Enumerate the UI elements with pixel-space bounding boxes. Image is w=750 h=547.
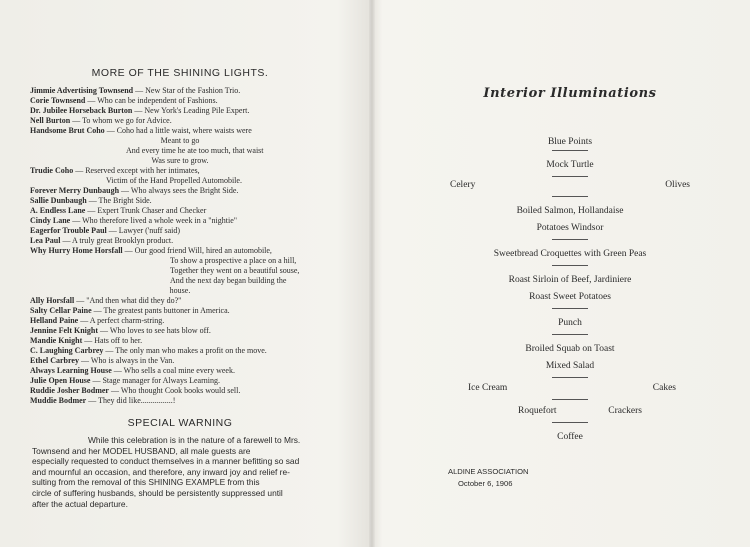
warning-line: and mournful an occasion, and therefore, any inward joy and relief re- [32, 466, 290, 477]
menu-item-celery: Celery [450, 180, 476, 190]
shining-light-entry [30, 386, 330, 396]
entry-description: — They did like................! [86, 396, 176, 405]
left-page [30, 68, 330, 509]
entry-name: Ruddie Josher Bodmer [30, 386, 109, 395]
entry-name: Lea Paul [30, 236, 61, 245]
warning-line: While this celebration is in the nature of a farewell to Mrs. [88, 435, 301, 445]
entry-name: Jennine Felt Knight [30, 326, 99, 335]
shining-light-entry [30, 126, 330, 136]
divider [552, 308, 588, 309]
entry-name: Nell Burton [30, 116, 71, 125]
shining-light-entry [30, 226, 330, 236]
shining-light-entry [30, 266, 330, 276]
menu-item-cakes: Cakes [652, 383, 676, 393]
menu-item-roquefort: Roquefort [518, 406, 557, 416]
entry-name: Dr. Jubilee Horseback Burton [30, 106, 133, 115]
divider [552, 196, 588, 197]
entry-name: Corie Townsend [30, 96, 86, 105]
entry-name: Sallie Dunbaugh [30, 196, 87, 205]
divider [552, 334, 588, 335]
shining-light-entry [30, 296, 330, 306]
entry-description: — Hats off to her. [82, 336, 143, 345]
entry-name: Ally Horsfall [30, 296, 75, 305]
entry-description: — Coho had a little waist, where waists were [104, 126, 252, 135]
menu-item-salmon: Boiled Salmon, Hollandaise [516, 206, 624, 216]
menu-item-olives: Olives [665, 180, 690, 190]
warning-line: circle of suffering husbands, should be persistently suppressed until [32, 487, 283, 498]
entry-description: — Stage manager for Always Learning. [90, 376, 220, 385]
shining-light-entry [30, 116, 330, 126]
shining-light-entry [30, 136, 330, 146]
shining-light-entry [30, 276, 330, 286]
warning-text [30, 435, 330, 509]
entry-name: Handsome Brut Coho [30, 126, 105, 135]
event-date: October 6, 1906 [458, 479, 513, 488]
divider [552, 150, 588, 151]
entry-description: — The only man who makes a profit on the move. [103, 346, 267, 355]
center-fold [369, 0, 375, 547]
shining-light-entry [30, 146, 330, 156]
shining-light-entry [30, 306, 330, 316]
entry-description: — Who therefore lived a whole week in a "nightie" [70, 216, 238, 225]
shining-light-entry [30, 366, 330, 376]
divider [552, 176, 588, 177]
shining-light-entry [30, 336, 330, 346]
menu-title: Interior Illuminations [483, 86, 657, 101]
entry-description: — New York's Leading Pile Expert. [132, 106, 250, 115]
entry-description: — Who always sees the Bright Side. [119, 186, 239, 195]
shining-light-entry [30, 376, 330, 386]
shining-light-entry [30, 106, 330, 116]
shining-light-entry [30, 206, 330, 216]
shining-light-entry [30, 156, 330, 166]
shining-light-entry [30, 186, 330, 196]
entry-name: Muddie Bodmer [30, 396, 87, 405]
entry-description: — "And then what did they do?" [74, 296, 182, 305]
entry-description: — To whom we go for Advice. [70, 116, 172, 125]
entries-list [30, 86, 330, 406]
shining-lights-title: MORE OF THE SHINING LIGHTS. [91, 67, 269, 79]
entry-name: A. Endless Lane [30, 206, 86, 215]
entry-name: Forever Merry Dunbaugh [30, 186, 120, 195]
entry-description: — A perfect charm-string. [78, 316, 165, 325]
menu-item-coffee: Coffee [557, 432, 583, 442]
entry-name: Salty Cellar Paine [30, 306, 92, 315]
entry-description: — Reserved except with her intimates, [73, 166, 200, 175]
entry-continuation: And the next day began building the [170, 276, 287, 285]
divider [552, 399, 588, 400]
shining-light-entry [30, 246, 330, 256]
shining-light-entry [30, 216, 330, 226]
entry-name: Mandie Knight [30, 336, 83, 345]
entry-name: Why Hurry Home Horsfall [30, 246, 123, 255]
entry-description: — Our good friend Will, hired an automobile, [122, 246, 272, 255]
entry-description: — Expert Trunk Chaser and Checker [85, 206, 207, 215]
entry-description: — The Bright Side. [86, 196, 152, 205]
entry-continuation: house. [169, 286, 191, 295]
warning-line: after the actual departure. [32, 498, 128, 509]
entry-description: — A truly great Brooklyn product. [60, 236, 174, 245]
footer [448, 466, 528, 490]
entry-name: Always Learning House [30, 366, 112, 375]
menu-item-punch: Punch [558, 318, 582, 328]
entry-name: C. Laughing Carbrey [30, 346, 104, 355]
entry-continuation: Meant to go [160, 136, 200, 145]
warning-line: Townsend and her MODEL HUSBAND, all male guests are [32, 445, 251, 456]
warning-line: especially requested to conduct themselves in a manner befitting so sad [32, 456, 300, 467]
menu-item-sweet-potatoes: Roast Sweet Potatoes [529, 292, 611, 302]
divider [552, 239, 588, 240]
entry-description: — Who thought Cook books would sell. [108, 386, 241, 395]
menu-item-sirloin: Roast Sirloin of Beef, Jardiniere [508, 275, 632, 285]
entry-description: — Lawyer ('nuff said) [106, 226, 181, 235]
entry-continuation: Was sure to grow. [151, 156, 209, 165]
menu-item-mock-turtle: Mock Turtle [546, 160, 594, 170]
entry-description: — New Star of the Fashion Trio. [133, 86, 241, 95]
warning-title: SPECIAL WARNING [127, 417, 233, 429]
entry-continuation: And every time he ate too much, that waist [126, 146, 264, 155]
menu-row-celery-olives [450, 178, 690, 192]
entry-description: — The greatest pants buttoner in America. [91, 306, 230, 315]
shining-light-entry [30, 286, 330, 296]
menu-item-ice-cream: Ice Cream [468, 383, 508, 393]
menu-item-salad: Mixed Salad [545, 361, 595, 371]
entry-continuation: Victim of the Hand Propelled Automobile. [106, 176, 242, 185]
entry-description: — Who is always in the Van. [78, 356, 175, 365]
shining-light-entry [30, 256, 330, 266]
warning-line: sulting from the removal of this SHINING EXAMPLE from this [32, 477, 260, 488]
menu-item-potatoes-windsor: Potatoes Windsor [536, 223, 604, 233]
shining-light-entry [30, 316, 330, 326]
shining-light-entry [30, 196, 330, 206]
menu-row-ice-cream-cakes [468, 381, 676, 395]
shining-light-entry [30, 356, 330, 366]
entry-name: Trudie Coho [30, 166, 74, 175]
entry-continuation: Together they went on a beautiful souse, [170, 266, 300, 275]
entry-name: Ethel Carbrey [30, 356, 79, 365]
shining-light-entry [30, 166, 330, 176]
shining-light-entry [30, 176, 330, 186]
divider [552, 265, 588, 266]
entry-name: Eagerfor Trouble Paul [30, 226, 107, 235]
association-name: ALDINE ASSOCIATION [448, 467, 529, 476]
shining-light-entry [30, 326, 330, 336]
entry-description: — Who can be independent of Fashions. [85, 96, 218, 105]
menu-item-sweetbread: Sweetbread Croquettes with Green Peas [493, 249, 647, 259]
shining-light-entry [30, 86, 330, 96]
shining-light-entry [30, 96, 330, 106]
entry-name: Julie Open House [30, 376, 91, 385]
menu-item-squab: Broiled Squab on Toast [525, 344, 615, 354]
entry-name: Cindy Lane [30, 216, 71, 225]
shining-light-entry [30, 396, 330, 406]
menu-item-blue-points: Blue Points [547, 137, 593, 147]
shining-light-entry [30, 346, 330, 356]
divider [552, 377, 588, 378]
menu-row-roquefort-crackers [518, 404, 642, 418]
menu-item-crackers: Crackers [608, 406, 642, 416]
entry-description: — Who loves to see hats blow off. [98, 326, 211, 335]
right-page [450, 86, 690, 444]
shining-light-entry [30, 236, 330, 246]
entry-name: Helland Paine [30, 316, 79, 325]
entry-continuation: To show a prospective a place on a hill, [170, 256, 297, 265]
entry-name: Jimmie Advertising Townsend [30, 86, 134, 95]
divider [552, 422, 588, 423]
entry-description: — Who sells a coal mine every week. [111, 366, 235, 375]
